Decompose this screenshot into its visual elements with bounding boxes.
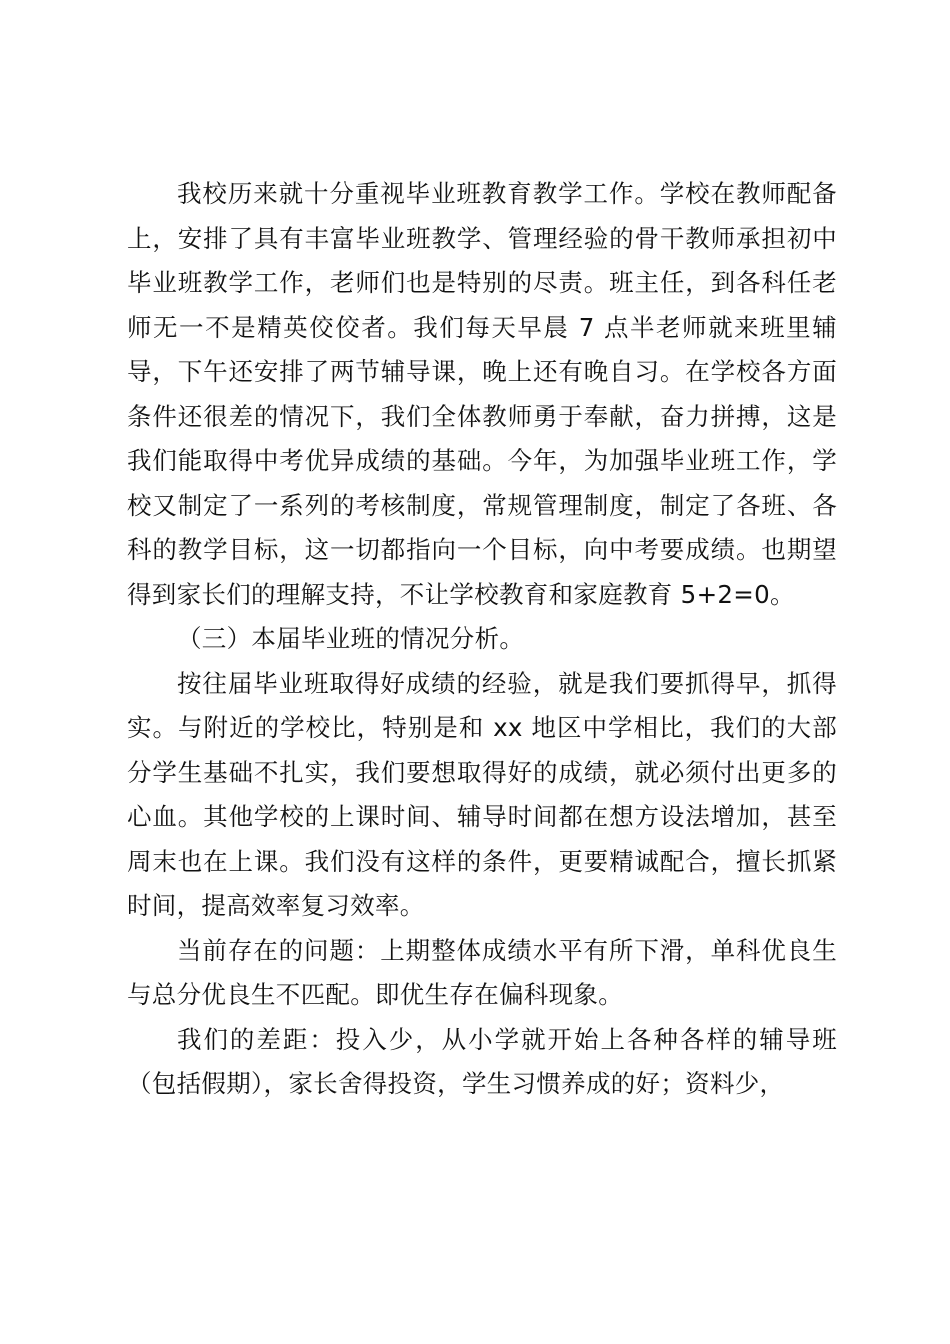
- paragraph-gaps: 我们的差距：投入少，从小学就开始上各种各样的辅导班（包括假期），家长舍得投资，学生习惯养成的好；资料少，: [127, 1024, 837, 1098]
- paragraph-teacher-arrangement: 我校历来就十分重视毕业班教育教学工作。学校在教师配备上，安排了具有丰富毕业班教学、管理经验的骨干教师承担初中毕业班教学工作，老师们也是特别的尽责。班主任，到各科任老师无一不是精英佼佼者。我们每天早晨 7 点半老师就来班里辅导，下午还安排了两节辅导课，晚上还有晚自习。在学校各方面条件还很差的情况下，我们全体教师勇于奉献，奋力拼搏，这是我们能取得中考优异成绩的基础。今年，为加强毕业班工作，学校又制定了一系列的考核制度，常规管理制度，制定了各班、各科的教学目标，这一切都指向一个目标，向中考要成绩。也期望得到家长们的理解支持，不让学校教育和家庭教育 5+2=0。: [127, 179, 837, 609]
- paragraph-experience: 按往届毕业班取得好成绩的经验，就是我们要抓得早，抓得实。与附近的学校比，特别是和 xx 地区中学相比，我们的大部分学生基础不扎实，我们要想取得好的成绩，就必须付出更多的心血。其他学校的上课时间、辅导时间都在想方设法增加，甚至周末也在上课。我们没有这样的条件，更要精诚配合，擅长抓紧时间，提高效率复习效率。: [127, 668, 837, 920]
- section-heading-class-analysis: （三）本届毕业班的情况分析。: [177, 624, 525, 653]
- paragraph-current-problems: 当前存在的问题：上期整体成绩水平有所下滑，单科优良生与总分优良生不匹配。即优生存在偏科现象。: [127, 935, 837, 1009]
- document-body: [127, 172, 837, 1107]
